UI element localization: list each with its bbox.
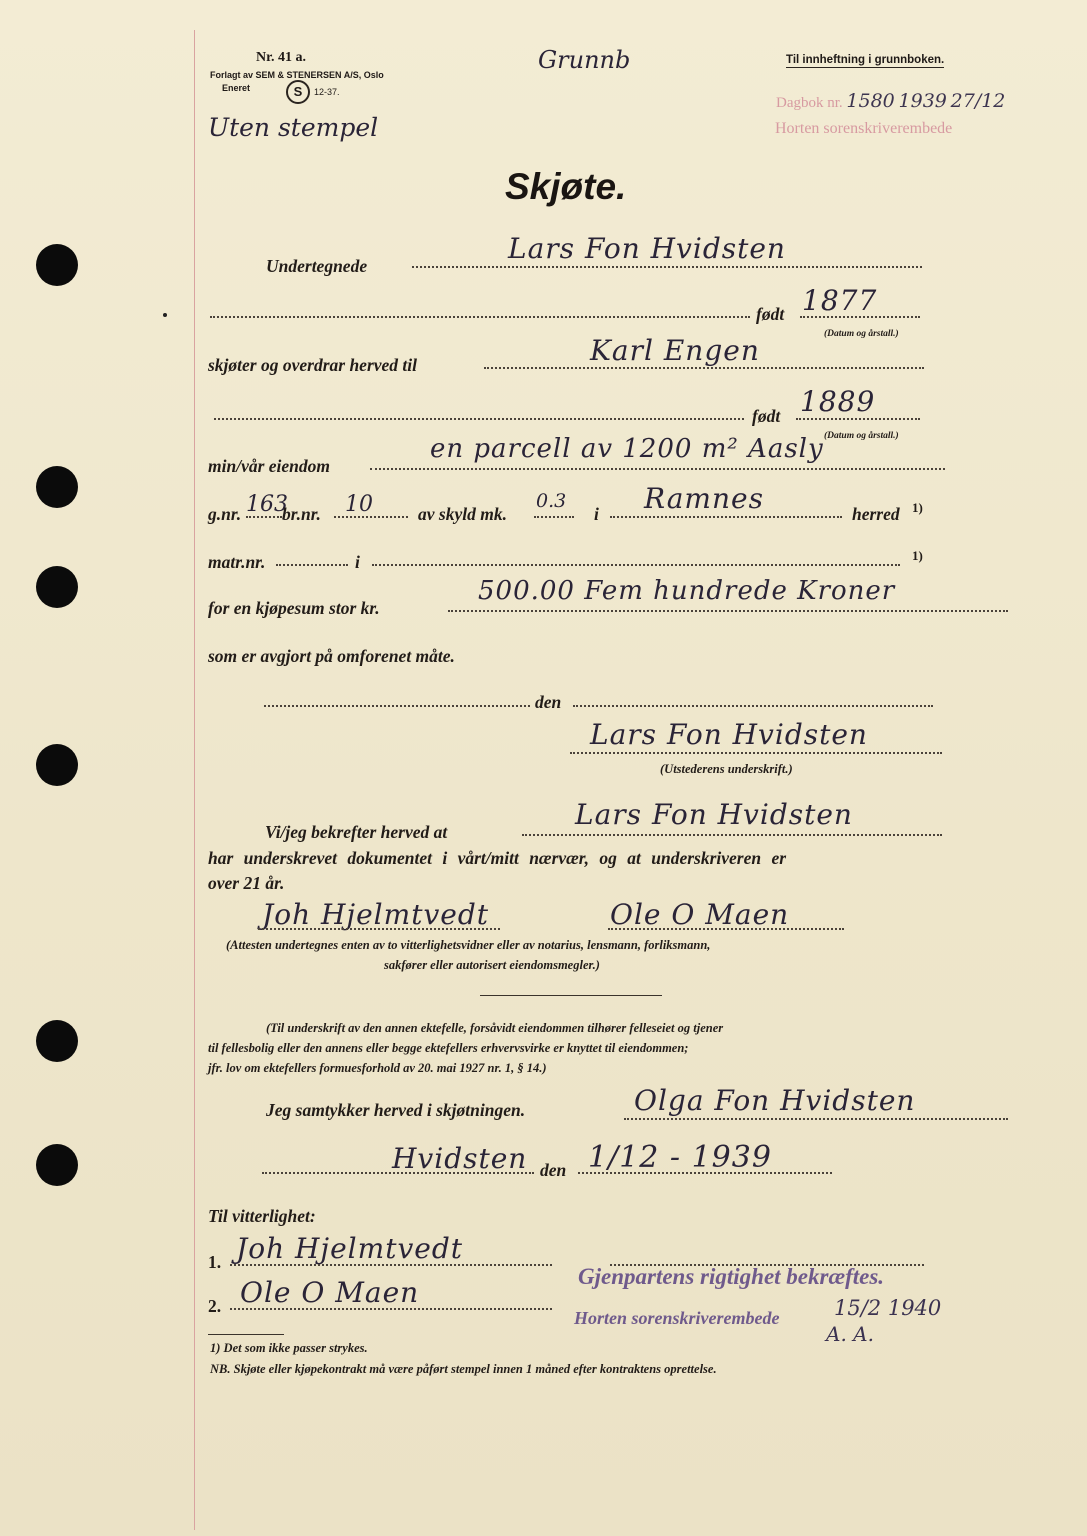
dagbok-year: 1939 bbox=[898, 90, 947, 112]
datum-note: (Datum og årstall.) bbox=[824, 431, 899, 441]
dotted-line bbox=[522, 834, 942, 836]
dagbok-date: 27/12 bbox=[950, 90, 1006, 112]
buyer-born: 1889 bbox=[800, 385, 876, 418]
vitterlighet-label: Til vitterlighet: bbox=[208, 1206, 316, 1226]
consent-signature: Olga Fon Hvidsten bbox=[634, 1084, 916, 1117]
dotted-line bbox=[534, 516, 574, 518]
binder-hole bbox=[36, 1020, 78, 1062]
brnr-value: 10 bbox=[345, 492, 373, 517]
skyld-label: av skyld mk. bbox=[418, 504, 507, 524]
buyer-name: Karl Engen bbox=[590, 334, 760, 367]
rights-line: Eneret bbox=[222, 83, 251, 93]
skyld-value: 0.3 bbox=[536, 490, 567, 512]
witness-2-signature: Ole O Maen bbox=[240, 1276, 420, 1309]
nb-note: NB. Skjøte eller kjøpekontrakt må være påført stempel innen 1 måned efter kontraktens oprettelse. bbox=[210, 1362, 717, 1376]
handwritten-uten-stempel: Uten stempel bbox=[208, 113, 379, 142]
date-value: 1/12 - 1939 bbox=[588, 1140, 772, 1175]
handwritten-grunnb: Grunnb bbox=[538, 46, 631, 74]
footnote-mark: 1) bbox=[912, 500, 923, 515]
dotted-line bbox=[448, 610, 1008, 612]
spouse-line-3: jfr. lov om ektefellers formuesforhold av 20. mai 1927 nr. 1, § 14.) bbox=[208, 1061, 547, 1075]
dotted-line bbox=[264, 705, 530, 707]
certification-line-2: Horten sorenskriverembede bbox=[574, 1308, 780, 1328]
i-label: i bbox=[355, 552, 360, 572]
property-label: min/vår eiendom bbox=[208, 456, 331, 476]
spouse-line-1: (Til underskrift av den annen ektefelle, forsåvidt eiendommen tilhører felleseiet og tjener bbox=[266, 1021, 724, 1035]
footnote-rule bbox=[208, 1334, 284, 1335]
witness-1-signature: Joh Hjelmtvedt bbox=[236, 1232, 464, 1265]
price-label: for en kjøpesum stor kr. bbox=[208, 598, 380, 618]
brnr-label: br.nr. bbox=[282, 504, 321, 524]
certification-line-1: Gjenpartens rigtighet bekræftes. bbox=[578, 1264, 885, 1289]
witness-1-number: 1. bbox=[208, 1252, 222, 1272]
gnr-label: g.nr. bbox=[208, 504, 242, 524]
property-description: en parcell av 1200 m² Aasly bbox=[430, 434, 824, 464]
binder-hole bbox=[36, 744, 78, 786]
dotted-line bbox=[262, 1172, 534, 1174]
attest-line-1: (Attesten undertegnes enten av to vitterlighetsvidner eller av notarius, lensmann, forliksmann, bbox=[226, 938, 711, 952]
binder-hole bbox=[36, 1144, 78, 1186]
undertegnede-label: Undertegnede bbox=[266, 256, 368, 276]
fodt-label: født bbox=[756, 304, 785, 324]
gnr-value: 163 bbox=[246, 492, 288, 517]
dagbok-number: 1580 bbox=[846, 90, 895, 112]
ink-speck bbox=[163, 313, 167, 317]
i-label: i bbox=[594, 504, 599, 524]
place-value: Hvidsten bbox=[392, 1142, 528, 1175]
dotted-line bbox=[214, 418, 744, 420]
matr-label: matr.nr. bbox=[208, 552, 266, 572]
certification-initials: A. A. bbox=[826, 1322, 874, 1346]
spouse-line-2: til fellesbolig eller den annens eller begge ektefellers erhvervsvirke er knyttet til eiendommen; bbox=[208, 1041, 689, 1055]
margin-rule bbox=[194, 30, 195, 1530]
form-number: Nr. 41 a. bbox=[256, 50, 307, 65]
edition: 12-37. bbox=[314, 87, 340, 97]
issuer-signature: Lars Fon Hvidsten bbox=[590, 718, 868, 751]
consent-label: Jeg samtykker herved i skjøtningen. bbox=[266, 1100, 526, 1120]
attest-line-2: sakfører eller autorisert eiendomsmegler.) bbox=[384, 958, 600, 972]
binder-hole bbox=[36, 466, 78, 508]
dotted-line bbox=[372, 564, 900, 566]
datum-note: (Datum og årstall.) bbox=[824, 329, 899, 339]
publisher-seal: S bbox=[286, 80, 310, 104]
dotted-line bbox=[624, 1118, 1008, 1120]
dotted-line bbox=[796, 418, 920, 420]
dotted-line bbox=[412, 266, 922, 268]
dotted-line bbox=[610, 516, 842, 518]
dotted-line bbox=[578, 1172, 832, 1174]
dotted-line bbox=[276, 564, 348, 566]
confirm-label: Vi/jeg bekrefter herved at bbox=[265, 822, 448, 842]
dotted-line bbox=[370, 468, 945, 470]
confirm-line-3: over 21 år. bbox=[208, 873, 285, 893]
certification-date: 15/2 1940 bbox=[834, 1296, 942, 1320]
seller-name: Lars Fon Hvidsten bbox=[508, 232, 786, 265]
dotted-line bbox=[258, 928, 500, 930]
publisher-line: Forlagt av SEM & STENERSEN A/S, Oslo bbox=[210, 70, 384, 80]
transfer-label: skjøter og overdrar herved til bbox=[208, 355, 418, 375]
den-label: den bbox=[540, 1160, 567, 1180]
binder-hole bbox=[36, 244, 78, 286]
registry-note: Til innheftning i grunnboken. bbox=[786, 54, 945, 66]
herred-value: Ramnes bbox=[644, 482, 764, 515]
dotted-line bbox=[608, 928, 844, 930]
witness-2-number: 2. bbox=[208, 1296, 222, 1316]
settled-line: som er avgjort på omforenet måte. bbox=[208, 646, 455, 666]
dotted-line bbox=[484, 367, 924, 369]
seller-born: 1877 bbox=[802, 284, 878, 317]
witness-signature-2: Ole O Maen bbox=[610, 898, 790, 931]
dotted-line bbox=[230, 1308, 552, 1310]
confirm-name: Lars Fon Hvidsten bbox=[575, 798, 853, 831]
dotted-line bbox=[573, 705, 933, 707]
binder-hole bbox=[36, 566, 78, 608]
office-stamp: Horten sorenskriverembede bbox=[775, 120, 953, 137]
dotted-line bbox=[570, 752, 942, 754]
dagbok-prefix: Dagbok nr. bbox=[776, 95, 843, 111]
footnote: 1) Det som ikke passer strykes. bbox=[210, 1341, 368, 1355]
confirm-line-2-text: har underskrevet dokumentet i vårt/mitt nærvær, og at underskriveren er bbox=[208, 848, 787, 868]
footnote-mark: 1) bbox=[912, 548, 923, 563]
witness-signature-1: Joh Hjelmtvedt bbox=[262, 898, 490, 931]
den-label: den bbox=[535, 692, 562, 712]
fodt-label: født bbox=[752, 406, 781, 426]
dotted-line bbox=[210, 316, 750, 318]
price-value: 500.00 Fem hundrede Kroner bbox=[478, 576, 896, 606]
document-title: Skjøte. bbox=[505, 166, 627, 207]
issuer-caption: (Utstederens underskrift.) bbox=[660, 762, 793, 776]
dotted-line bbox=[230, 1264, 552, 1266]
dagbok-stamp bbox=[776, 90, 1005, 112]
herred-label: herred bbox=[852, 504, 900, 524]
section-divider bbox=[480, 995, 662, 996]
